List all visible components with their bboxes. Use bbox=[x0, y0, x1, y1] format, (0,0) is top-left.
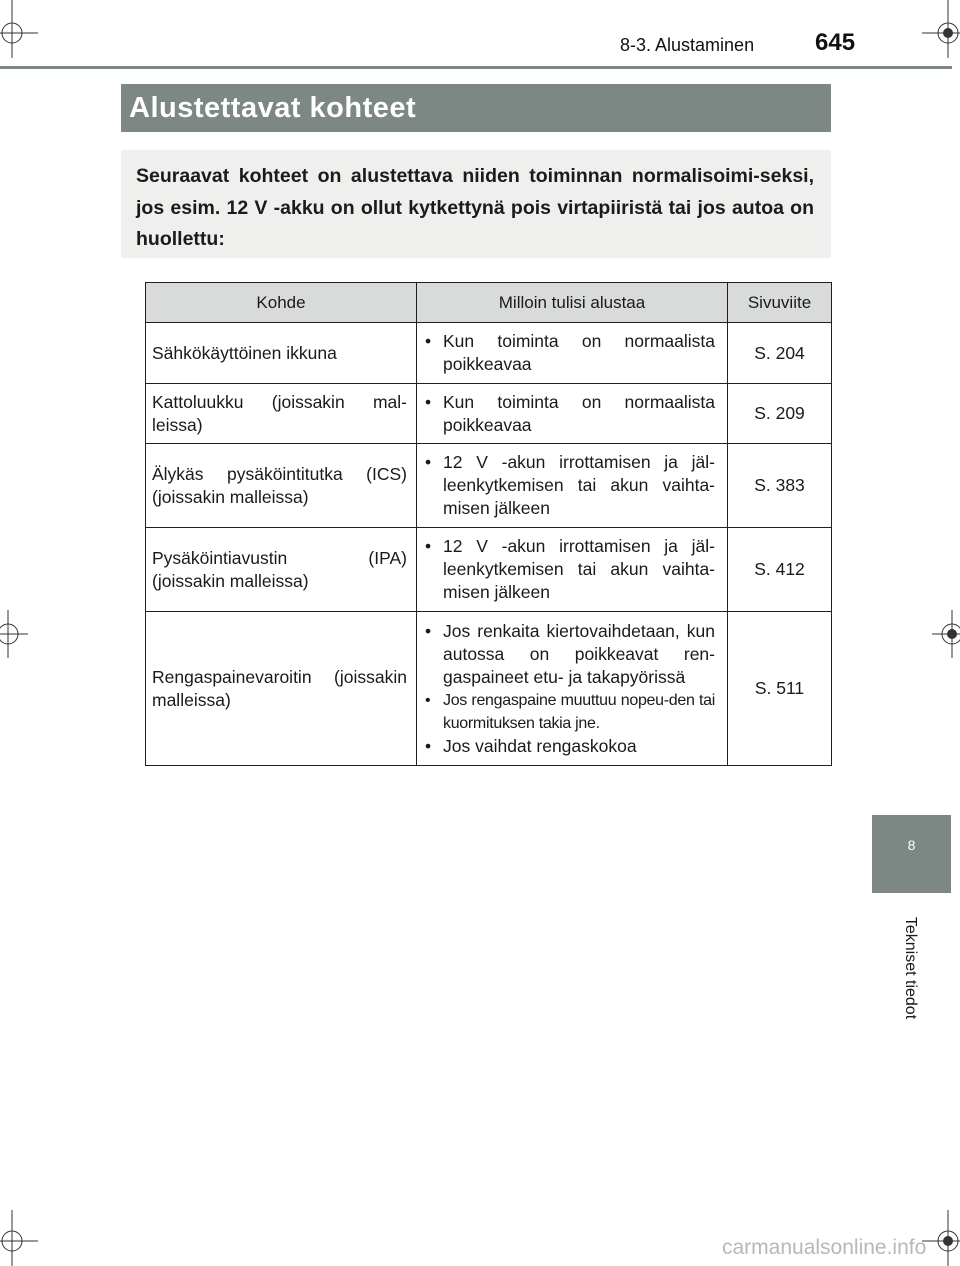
crop-mark-mid-left bbox=[0, 610, 30, 660]
table-row bbox=[146, 444, 832, 528]
item-cell: Pysäköintiavustin (IPA) (joissakin malleissa) bbox=[146, 528, 417, 612]
crop-mark-mid-right bbox=[930, 610, 960, 660]
table-row bbox=[146, 528, 832, 612]
table-header-row bbox=[146, 283, 832, 323]
bullet-item: • 12 V -akun irrottamisen ja jäl-leenkytkemisen tai akun vaihta-misen jälkeen bbox=[425, 536, 715, 602]
header-rule bbox=[0, 66, 952, 69]
item-cell: Rengaspainevaroitin (joissakin malleissa) bbox=[146, 612, 417, 766]
intro-box bbox=[121, 150, 831, 258]
page-ref-cell: S. 209 bbox=[728, 384, 832, 444]
bullet-item: • Kun toiminta on normaalista poikkeavaa bbox=[425, 391, 715, 435]
bullet-item: • Jos renkaita kiertovaihdetaan, kun autossa on poikkeavat ren-gaspaineet etu- ja takapyörissä bbox=[425, 620, 715, 687]
bullet-item: • Kun toiminta on normaalista poikkeavaa bbox=[425, 331, 715, 374]
item-cell: Sähkökäyttöinen ikkuna bbox=[146, 323, 417, 384]
page-number: 645 bbox=[815, 29, 856, 56]
chapter-name: Tekniset tiedot bbox=[902, 916, 919, 1020]
bullet-item: • Jos rengaspaine muuttuu nopeu-den tai kuormituksen takia jne. bbox=[425, 691, 715, 732]
crop-mark-top-right bbox=[920, 0, 960, 60]
section-title-bar bbox=[121, 84, 831, 132]
when-cell bbox=[417, 323, 728, 384]
when-cell bbox=[417, 384, 728, 444]
reset-items-table bbox=[145, 282, 832, 766]
table-row bbox=[146, 323, 832, 384]
bullet-item: • Jos vaihdat rengaskokoa bbox=[425, 735, 637, 756]
crop-mark-bottom-left bbox=[0, 1210, 40, 1266]
column-header-item: Kohde bbox=[146, 283, 417, 323]
when-cell bbox=[417, 612, 728, 766]
column-header-when: Milloin tulisi alustaa bbox=[417, 283, 728, 323]
crop-mark-top-left bbox=[0, 0, 40, 60]
section-label: 8-3. Alustaminen bbox=[620, 35, 755, 55]
column-header-ref: Sivuviite bbox=[728, 283, 832, 323]
page-ref-cell: S. 383 bbox=[728, 444, 832, 528]
bullet-item: • 12 V -akun irrottamisen ja jäl-leenkytkemisen tai akun vaihta-misen jälkeen bbox=[425, 452, 715, 518]
when-cell bbox=[417, 444, 728, 528]
section-title: Alustettavat kohteet bbox=[129, 92, 417, 124]
item-cell: Älykäs pysäköintitutka (ICS) (joissakin malleissa) bbox=[146, 444, 417, 528]
page-ref-cell: S. 204 bbox=[728, 323, 832, 384]
table-row bbox=[146, 612, 832, 766]
chapter-tab: 8 bbox=[872, 815, 951, 893]
item-cell: Kattoluukku (joissakin mal-leissa) bbox=[146, 384, 417, 444]
watermark: carmanualsonline.info bbox=[722, 1236, 927, 1259]
table-row bbox=[146, 384, 832, 444]
when-cell bbox=[417, 528, 728, 612]
page-ref-cell: S. 511 bbox=[728, 612, 832, 766]
intro-text: Seuraavat kohteet on alustettava niiden toiminnan normalisoimi-seksi, jos esim. 12 V -akku on ollut kytkettynä pois virtapiiristä tai jos autoa on huollettu: bbox=[136, 165, 814, 250]
page-ref-cell: S. 412 bbox=[728, 528, 832, 612]
